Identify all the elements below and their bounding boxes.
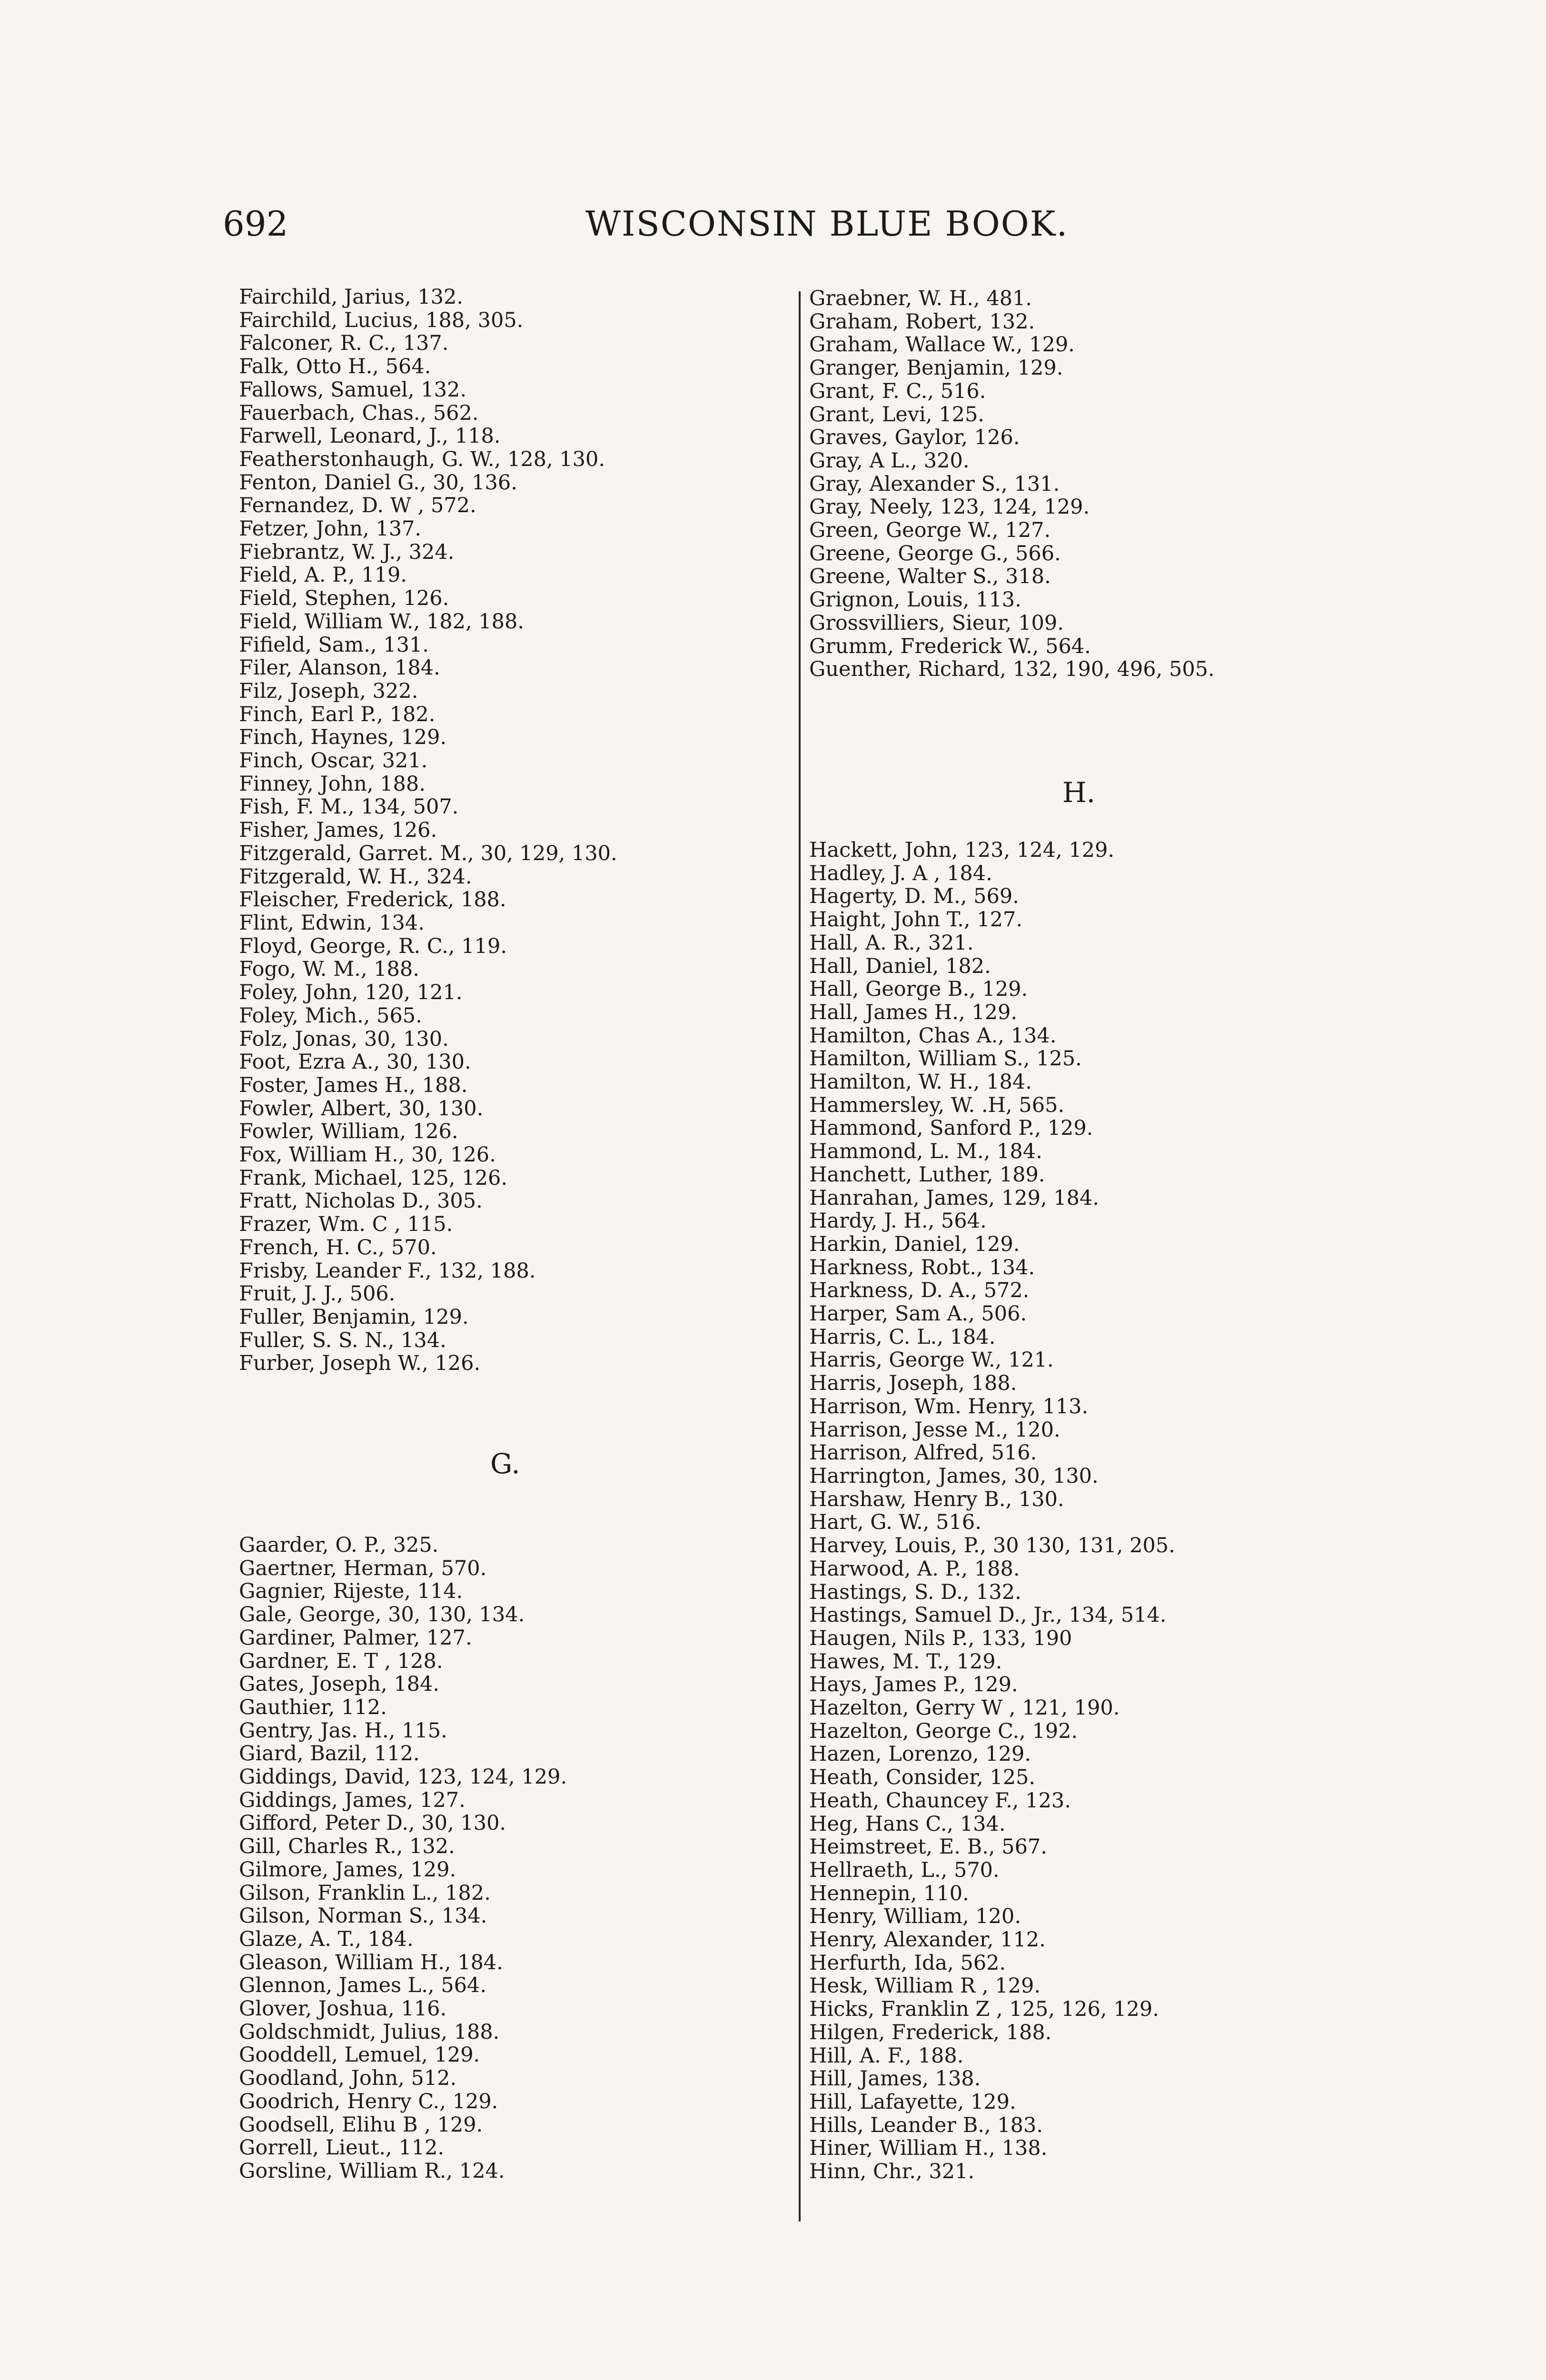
index-entry: Furber, Joseph W., 126. <box>239 1351 481 1376</box>
index-entry: Gale, George, 30, 130, 134. <box>239 1603 525 1627</box>
index-entry: Graebner, W. H., 481. <box>809 287 1032 310</box>
index-entry: Heimstreet, E. B., 567. <box>809 1835 1047 1859</box>
index-entry: Fernandez, D. W , 572. <box>239 494 476 518</box>
index-entry: Greene, George G., 566. <box>809 541 1061 565</box>
index-entry: Filer, Alanson, 184. <box>239 656 440 680</box>
index-entry: Featherstonhaugh, G. W., 128, 130. <box>239 447 605 471</box>
index-entry: Hagerty, D. M., 569. <box>809 884 1019 909</box>
index-entry: Gilson, Franklin L., 182. <box>239 1881 491 1905</box>
index-entry: Hazelton, Gerry W , 121, 190. <box>809 1696 1120 1720</box>
index-entry: Frazer, Wm. C , 115. <box>239 1212 453 1237</box>
index-entry: Graham, Wallace W., 129. <box>809 333 1075 357</box>
index-entry: Harshaw, Henry B., 130. <box>809 1487 1064 1511</box>
index-entry: Folz, Jonas, 30, 130. <box>239 1027 449 1051</box>
index-entry: Harkness, D. A., 572. <box>809 1279 1030 1303</box>
index-entry: Harkness, Robt., 134. <box>809 1255 1035 1279</box>
index-entry: Foley, John, 120, 121. <box>239 981 463 1005</box>
index-entry: Hesk, William R , 129. <box>809 1974 1041 1998</box>
index-entry: Foot, Ezra A., 30, 130. <box>239 1050 471 1074</box>
index-entry: Gaarder, O. P., 325. <box>239 1533 439 1557</box>
index-entry: Hazelton, George C., 192. <box>809 1719 1078 1743</box>
index-entry: Fauerbach, Chas., 562. <box>239 401 479 425</box>
index-entry: Hall, George B., 129. <box>809 977 1028 1002</box>
index-entry: Hennepin, 110. <box>809 1881 969 1905</box>
index-entry: Grant, F. C., 516. <box>809 379 986 403</box>
index-entry: Fairchild, Lucius, 188, 305. <box>239 308 524 332</box>
index-entry: Heg, Hans C., 134. <box>809 1812 1006 1836</box>
index-entry: Graves, Gaylor, 126. <box>809 426 1020 450</box>
index-entry: Giddings, David, 123, 124, 129. <box>239 1765 567 1789</box>
page-header <box>0 0 1546 286</box>
index-entry: Hadley, J. A , 184. <box>809 861 992 885</box>
index-entry: Hazen, Lorenzo, 129. <box>809 1742 1031 1766</box>
index-entry: Hastings, S. D., 132. <box>809 1580 1021 1604</box>
index-entry: Green, George W., 127. <box>809 518 1051 543</box>
index-entry: Gorrell, Lieut., 112. <box>239 2136 445 2160</box>
index-entry: Haight, John T., 127. <box>809 908 1023 932</box>
index-entry: Field, William W., 182, 188. <box>239 609 525 634</box>
index-entry: Gagnier, Rijeste, 114. <box>239 1579 463 1604</box>
index-entry: Hill, Lafayette, 129. <box>809 2090 1016 2114</box>
index-entry: Fogo, W. M., 188. <box>239 957 419 982</box>
index-entry: Grossvilliers, Sieur, 109. <box>809 611 1064 635</box>
index-entry: Harris, George W., 121. <box>809 1348 1054 1372</box>
index-entry: Graham, Robert, 132. <box>809 309 1035 334</box>
index-entry: Hackett, John, 123, 124, 129. <box>809 838 1115 862</box>
index-entry: Fitzgerald, W. H., 324. <box>239 864 472 889</box>
index-entry: Farwell, Leonard, J., 118. <box>239 424 501 448</box>
index-list-h <box>809 839 1175 2183</box>
index-entry: Harrison, Alfred, 516. <box>809 1441 1037 1465</box>
index-entry: Fisher, James, 126. <box>239 818 437 843</box>
index-entry: Gardner, E. T , 128. <box>239 1649 443 1673</box>
index-entry: Gleason, William H., 184. <box>239 1950 503 1974</box>
index-entry: Gardiner, Palmer, 127. <box>239 1626 472 1650</box>
index-entry: Hamilton, Chas A., 134. <box>809 1023 1057 1048</box>
index-entry: Fuller, S. S. N., 134. <box>239 1328 446 1352</box>
index-entry: Goodrich, Henry C., 129. <box>239 2089 498 2113</box>
index-entry: Gilson, Norman S., 134. <box>239 1904 487 1928</box>
index-entry: Herfurth, Ida, 562. <box>809 1951 1006 1975</box>
section-heading-h: H. <box>1062 776 1096 809</box>
index-entry: Gilmore, James, 129. <box>239 1857 456 1882</box>
index-entry: Hammond, L. M., 184. <box>809 1140 1042 1164</box>
index-entry: Finch, Oscar, 321. <box>239 749 428 773</box>
index-entry: Fox, William H., 30, 126. <box>239 1143 496 1167</box>
index-list-g-left <box>239 1534 567 2183</box>
index-entry: Gauthier, 112. <box>239 1695 387 1719</box>
index-entry: Fleischer, Frederick, 188. <box>239 888 506 912</box>
index-entry: Hinn, Chr., 321. <box>809 2160 975 2184</box>
index-entry: Hill, James, 138. <box>809 2067 981 2091</box>
index-entry: Grignon, Louis, 113. <box>809 588 1021 612</box>
index-entry: Hawes, M. T., 129. <box>809 1649 1002 1674</box>
index-entry: Field, Stephen, 126. <box>239 586 449 611</box>
index-entry: Granger, Benjamin, 129. <box>809 356 1063 380</box>
index-entry: Gates, Joseph, 184. <box>239 1672 440 1696</box>
index-entry: Hanchett, Luther, 189. <box>809 1162 1045 1187</box>
index-entry: French, H. C., 570. <box>239 1235 437 1259</box>
index-entry: Gentry, Jas. H., 115. <box>239 1718 447 1743</box>
index-entry: Haugen, Nils P., 133, 190 <box>809 1626 1072 1650</box>
index-list-f <box>239 286 617 1375</box>
column-divider <box>799 291 801 2221</box>
index-entry: Fifield, Sam., 131. <box>239 633 429 657</box>
index-entry: Gorsline, William R., 124. <box>239 2159 505 2183</box>
running-title: WISCONSIN BLUE BOOK. <box>585 204 1069 244</box>
index-entry: Harwood, A. P., 188. <box>809 1557 1020 1581</box>
index-entry: Hardy, J. H., 564. <box>809 1209 987 1233</box>
index-entry: Hicks, Franklin Z , 125, 126, 129. <box>809 1997 1159 2022</box>
index-entry: Giard, Bazil, 112. <box>239 1742 420 1766</box>
index-entry: Foster, James H., 188. <box>239 1073 468 1097</box>
index-entry: Harper, Sam A., 506. <box>809 1302 1027 1326</box>
index-entry: Finch, Haynes, 129. <box>239 725 447 750</box>
index-entry: Grant, Levi, 125. <box>809 402 984 426</box>
index-entry: Harvey, Louis, P., 30 130, 131, 205. <box>809 1534 1175 1558</box>
index-entry: Fish, F. M., 134, 507. <box>239 795 459 819</box>
section-heading-g: G. <box>490 1448 520 1480</box>
index-entry: Frisby, Leander F., 132, 188. <box>239 1259 536 1283</box>
index-entry: Hays, James P., 129. <box>809 1673 1018 1697</box>
index-entry: Goodsell, Elihu B , 129. <box>239 2112 483 2137</box>
index-entry: Hammersley, W. .H, 565. <box>809 1093 1065 1117</box>
index-entry: Harkin, Daniel, 129. <box>809 1232 1020 1256</box>
index-entry: Giddings, James, 127. <box>239 1788 466 1812</box>
index-entry: Hall, Daniel, 182. <box>809 954 991 978</box>
index-entry: Henry, William, 120. <box>809 1904 1021 1929</box>
index-entry: Fitzgerald, Garret. M., 30, 129, 130. <box>239 841 617 865</box>
index-entry: Glennon, James L., 564. <box>239 1973 486 1998</box>
index-entry: Hall, A. R., 321. <box>809 931 974 955</box>
index-entry: Goldschmidt, Julius, 188. <box>239 2020 500 2044</box>
index-entry: Flint, Edwin, 134. <box>239 911 425 935</box>
index-entry: Hiner, William H., 138. <box>809 2136 1048 2161</box>
index-entry: Fallows, Samuel, 132. <box>239 377 466 402</box>
index-entry: Harrison, Wm. Henry, 113. <box>809 1394 1089 1418</box>
index-entry: Fratt, Nicholas D., 305. <box>239 1189 483 1213</box>
index-entry: Glaze, A. T., 184. <box>239 1927 414 1951</box>
index-entry: Gifford, Peter D., 30, 130. <box>239 1811 506 1835</box>
index-entry: Hall, James H., 129. <box>809 1000 1018 1024</box>
index-entry: Fetzer, John, 137. <box>239 517 422 541</box>
page-number: 692 <box>223 204 288 244</box>
index-entry: Hellraeth, L., 570. <box>809 1858 1000 1882</box>
index-list-g-right <box>809 287 1215 681</box>
index-entry: Harrison, Jesse M., 120. <box>809 1418 1060 1442</box>
index-entry: Fowler, Albert, 30, 130. <box>239 1096 484 1121</box>
index-entry: Fowler, William, 126. <box>239 1120 458 1144</box>
index-entry: Falconer, R. C., 137. <box>239 331 449 356</box>
index-entry: Hanrahan, James, 129, 184. <box>809 1186 1100 1210</box>
index-entry: Glover, Joshua, 116. <box>239 1997 447 2021</box>
index-entry: Greene, Walter S., 318. <box>809 565 1051 589</box>
index-entry: Hart, G. W., 516. <box>809 1510 981 1535</box>
index-entry: Finch, Earl P., 182. <box>239 702 436 726</box>
index-entry: Goodland, John, 512. <box>239 2066 457 2091</box>
index-entry: Floyd, George, R. C., 119. <box>239 934 507 958</box>
index-entry: Heath, Chauncey F., 123. <box>809 1788 1071 1813</box>
index-entry: Finney, John, 188. <box>239 772 426 796</box>
index-entry: Field, A. P., 119. <box>239 563 407 587</box>
index-entry: Fiebrantz, W. J., 324. <box>239 540 455 564</box>
index-entry: Hill, A. F., 188. <box>809 2043 964 2068</box>
index-entry: Harris, Joseph, 188. <box>809 1371 1017 1396</box>
index-entry: Grumm, Frederick W., 564. <box>809 634 1091 658</box>
index-entry: Gray, A L., 320. <box>809 448 970 473</box>
index-entry: Fenton, Daniel G., 30, 136. <box>239 470 517 495</box>
index-entry: Fruit, J. J., 506. <box>239 1282 396 1306</box>
index-entry: Foley, Mich., 565. <box>239 1003 422 1028</box>
index-entry: Gaertner, Herman, 570. <box>239 1556 487 1580</box>
index-entry: Hastings, Samuel D., Jr., 134, 514. <box>809 1603 1167 1627</box>
index-entry: Gill, Charles R., 132. <box>239 1835 455 1859</box>
index-entry: Hammond, Sanford P., 129. <box>809 1116 1093 1140</box>
index-entry: Falk, Otto H., 564. <box>239 355 431 379</box>
index-entry: Harrington, James, 30, 130. <box>809 1464 1099 1488</box>
index-entry: Gray, Neely, 123, 124, 129. <box>809 495 1090 519</box>
index-entry: Henry, Alexander, 112. <box>809 1928 1046 1952</box>
index-entry: Filz, Joseph, 322. <box>239 679 418 703</box>
index-entry: Fuller, Benjamin, 129. <box>239 1305 469 1329</box>
index-entry: Guenther, Richard, 132, 190, 496, 505. <box>809 657 1215 682</box>
index-entry: Harris, C. L., 184. <box>809 1325 996 1349</box>
index-entry: Hilgen, Frederick, 188. <box>809 2020 1052 2044</box>
index-entry: Hills, Leander B., 183. <box>809 2113 1043 2137</box>
index-entry: Frank, Michael, 125, 126. <box>239 1166 507 1190</box>
index-entry: Fairchild, Jarius, 132. <box>239 285 464 309</box>
index-entry: Hamilton, W. H., 184. <box>809 1070 1032 1094</box>
index-entry: Gooddell, Lemuel, 129. <box>239 2043 480 2067</box>
index-entry: Gray, Alexander S., 131. <box>809 472 1060 496</box>
index-entry: Hamilton, William S., 125. <box>809 1047 1082 1071</box>
index-entry: Heath, Consider, 125. <box>809 1765 1036 1790</box>
